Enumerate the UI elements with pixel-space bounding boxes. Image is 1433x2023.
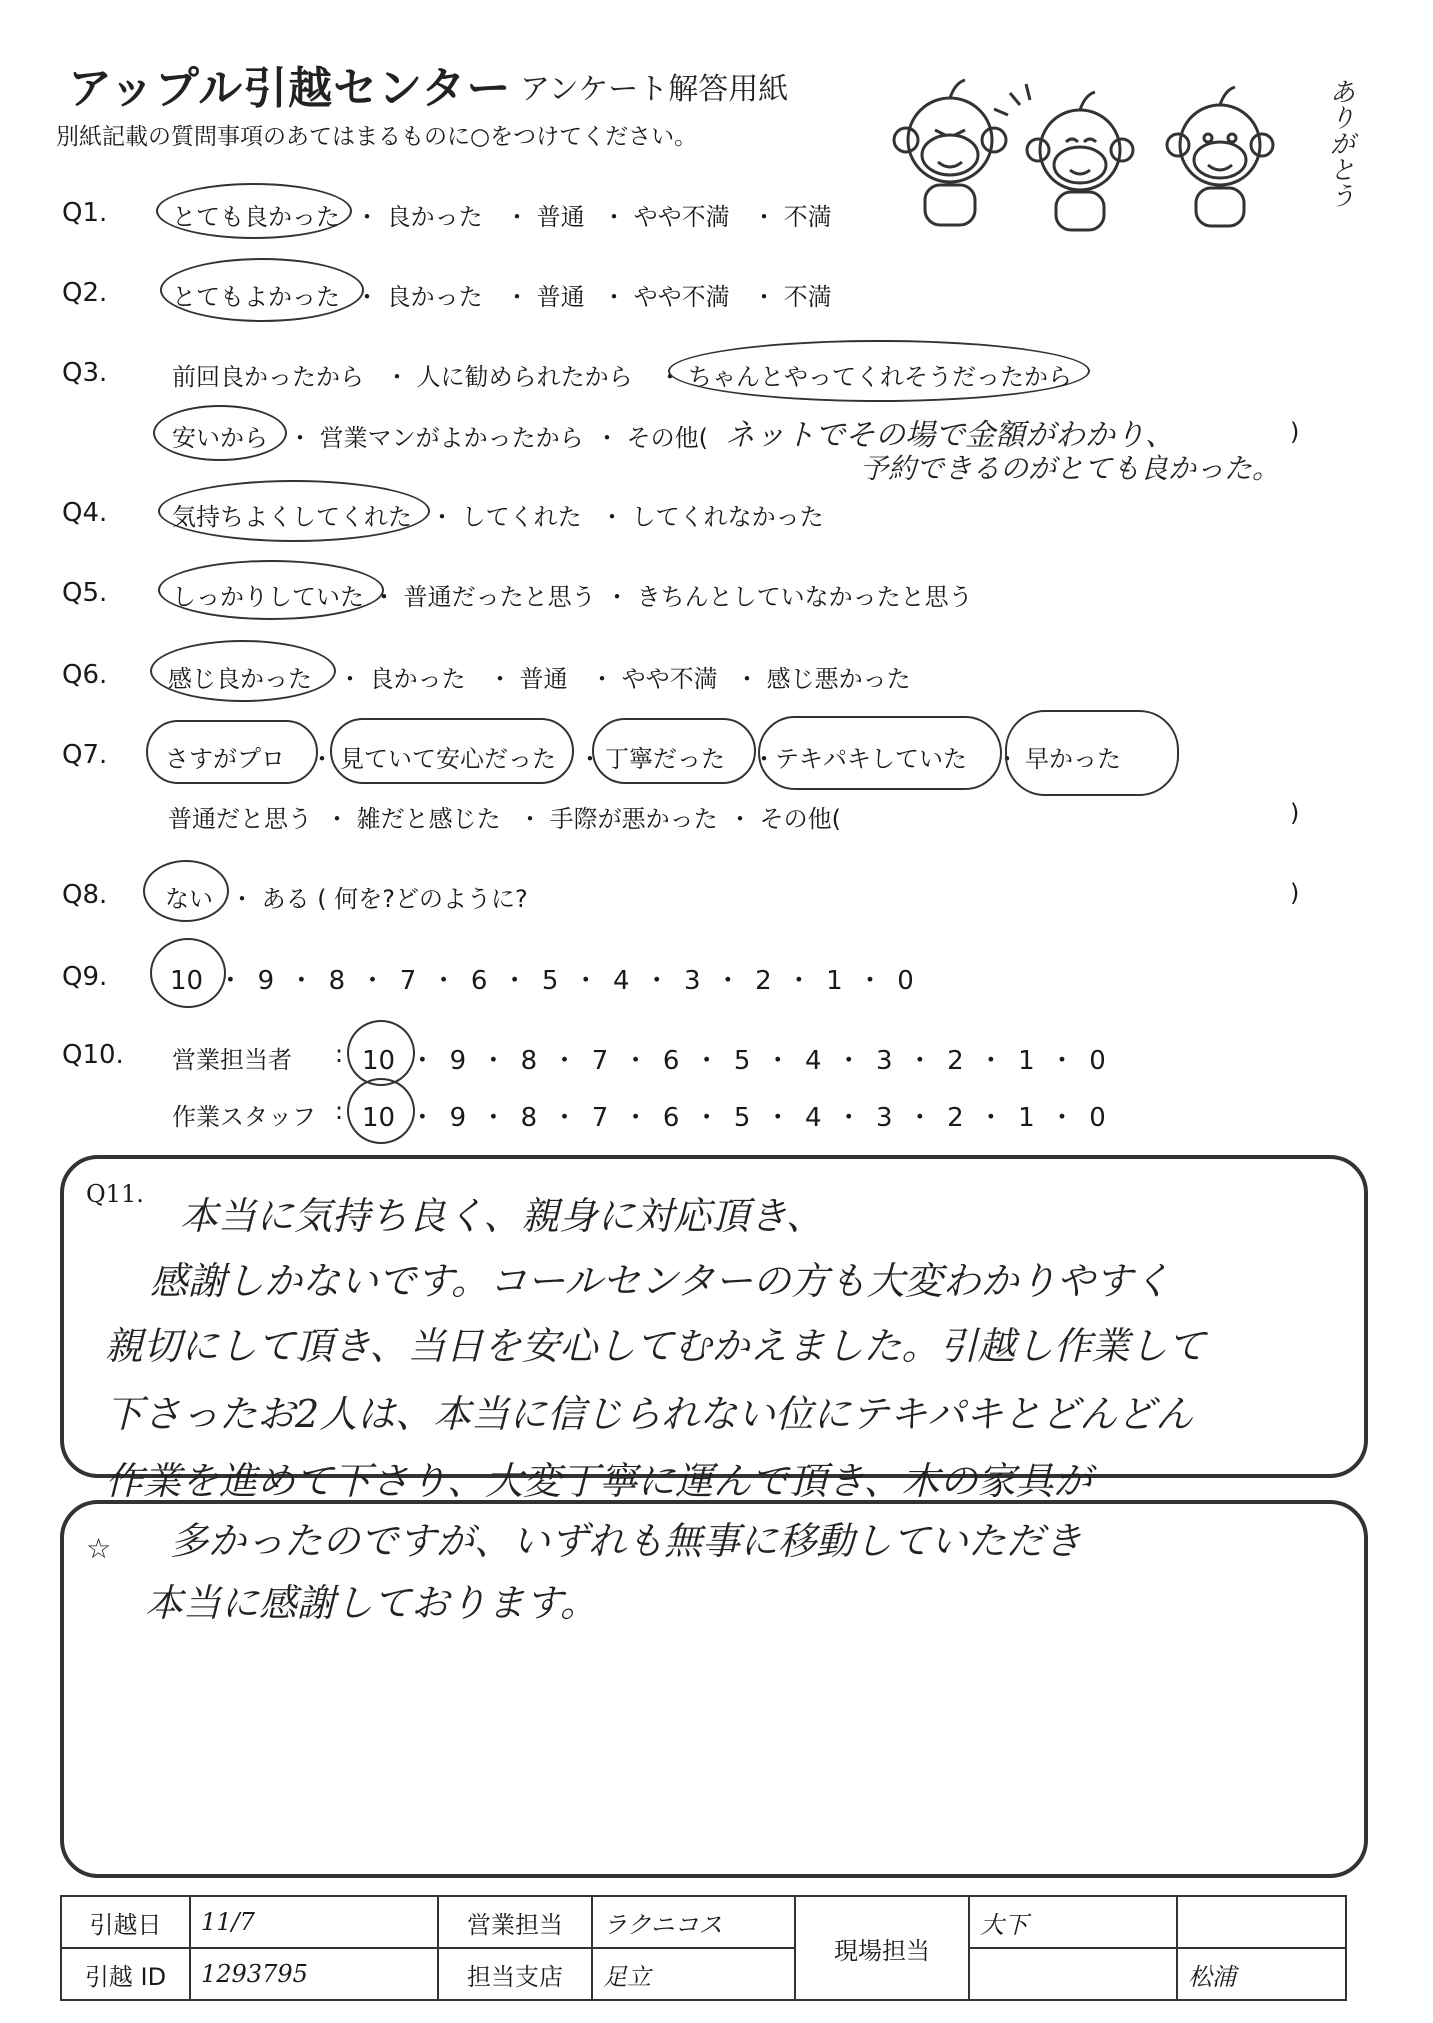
q6-option-4[interactable]: ・ やや不満 (590, 665, 718, 693)
q11-comment-line-6: 多かったのですが、いずれも無事に移動していただき (170, 1519, 1083, 1563)
q3-other-answer-line1: ネットでその場で金額がわかり、 (725, 418, 1175, 453)
q2-option-3[interactable]: ・ 普通 (505, 283, 585, 311)
branch-label: 担当支店 (438, 1948, 592, 2000)
q6-option-1[interactable]: 感じ良かった (168, 665, 312, 693)
q10-label: Q10. (62, 1040, 124, 1070)
monkey-mascot-illustration (880, 70, 1310, 240)
q2-option-5[interactable]: ・ 不満 (752, 283, 832, 311)
form-subtitle: アンケート解答用紙 (520, 72, 789, 107)
site-staff-value-1: 大下 (969, 1896, 1177, 1948)
q1-option-2[interactable]: ・ 良かった (355, 203, 483, 231)
site-staff-value-2: 松浦 (1177, 1948, 1346, 2000)
q11-comment-line-3: 親切にして頂き、当日を安心してむかえました。引越し作業して (105, 1324, 1206, 1368)
q7-other-close-paren: ) (1290, 799, 1300, 827)
q7-option-7[interactable]: ・ 雑だと感じた (325, 805, 501, 833)
q7-sep-1: ・ (310, 745, 334, 773)
move-date-value: 11/7 (190, 1896, 438, 1948)
q3-other-close-paren: ) (1290, 418, 1300, 446)
q5-option-2[interactable]: ・ 普通だったと思う (372, 583, 596, 611)
company-logo-text: アップル引越センター (68, 63, 512, 114)
branch-value: 足立 (592, 1948, 795, 2000)
q1-option-4[interactable]: ・ やや不満 (602, 203, 730, 231)
q10-staff-label: 作業スタッフ (172, 1103, 316, 1131)
q3-label: Q3. (62, 358, 108, 388)
sales-label: 営業担当 (438, 1896, 592, 1948)
q11-comment-line-1: 本当に気持ち良く、親身に対応頂き、 (180, 1194, 824, 1238)
q5-option-1[interactable]: しっかりしていた (172, 583, 364, 611)
move-date-label: 引越日 (61, 1896, 190, 1948)
q1-option-1[interactable]: とても良かった (172, 203, 340, 231)
q7-option-3[interactable]: 丁寧だった (605, 745, 725, 773)
q9-label: Q9. (62, 962, 108, 992)
q8-label: Q8. (62, 880, 108, 910)
q3-option-2[interactable]: ・ 人に勧められたから (385, 363, 633, 391)
q10-sales-colon: : (335, 1040, 344, 1068)
q8-option-1[interactable]: ない (165, 885, 213, 913)
q6-option-2[interactable]: ・ 良かった (338, 665, 466, 693)
q3-option-3[interactable]: ちゃんとやってくれそうだったから (688, 363, 1072, 391)
q11-comment-line-4: 下さったお2人は、本当に信じられない位にテキパキとどんどん (105, 1392, 1194, 1436)
q7-sep-3: ・ (752, 745, 776, 773)
q1-option-5[interactable]: ・ 不満 (752, 203, 832, 231)
q11-comment-line-2: 感謝しかないです。コールセンターの方も大変わかりやすく (150, 1259, 1171, 1303)
q5-option-3[interactable]: ・ きちんとしていなかったと思う (605, 583, 973, 611)
q2-option-2[interactable]: ・ 良かった (355, 283, 483, 311)
q10-sales-scale[interactable]: 10 ・ 9 ・ 8 ・ 7 ・ 6 ・ 5 ・ 4 ・ 3 ・ 2 ・ 1 ・ 0 (362, 1046, 1106, 1076)
q1-option-3[interactable]: ・ 普通 (505, 203, 585, 231)
star-icon: ☆ (86, 1532, 112, 1565)
q4-option-3[interactable]: ・ してくれなかった (600, 503, 824, 531)
q4-label: Q4. (62, 498, 108, 528)
q2-label: Q2. (62, 278, 108, 308)
q11-comment-line-5: 作業を進めて下さり、大変丁寧に運んで頂き、木の家具が (105, 1459, 1092, 1503)
q7-label: Q7. (62, 740, 108, 770)
q3-separator: ・ (658, 363, 682, 391)
q7-option-2[interactable]: 見ていて安心だった (340, 745, 556, 773)
q3-option-4[interactable]: 安いから (172, 424, 268, 452)
q3-option-1[interactable]: 前回良かったから (172, 363, 364, 391)
footer-info-table (60, 1895, 1347, 2001)
q11-comment-line-7: 本当に感謝しております。 (145, 1581, 598, 1625)
q7-sep-4: ・ (995, 745, 1019, 773)
q3-option-5[interactable]: ・ 営業マンがよかったから (288, 424, 584, 452)
q2-option-4[interactable]: ・ やや不満 (602, 283, 730, 311)
q9-scale[interactable]: 10 ・ 9 ・ 8 ・ 7 ・ 6 ・ 5 ・ 4 ・ 3 ・ 2 ・ 1 ・ 0 (170, 966, 914, 996)
q6-option-3[interactable]: ・ 普通 (488, 665, 568, 693)
q8-close-paren: ) (1290, 879, 1300, 907)
move-id-label: 引越 ID (61, 1948, 190, 2000)
q3-option-other[interactable]: ・ その他( (595, 424, 708, 452)
q7-option-6[interactable]: 普通だと思う (168, 805, 312, 833)
q3-other-answer-line2: 予約できるのがとても良かった。 (860, 452, 1281, 485)
thanks-handwritten-text: ありがとう (1325, 78, 1355, 208)
q7-option-8[interactable]: ・ 手際が悪かった (518, 805, 718, 833)
q4-option-2[interactable]: ・ してくれた (430, 503, 582, 531)
site-staff-label: 現場担当 (795, 1896, 969, 2000)
site-staff-empty-cell-2 (969, 1948, 1177, 2000)
q7-sep-2: ・ (578, 745, 602, 773)
site-staff-empty-cell-1 (1177, 1896, 1346, 1948)
q7-option-1[interactable]: さすがプロ (165, 745, 285, 773)
q10-staff-colon: : (335, 1097, 344, 1125)
q6-label: Q6. (62, 660, 108, 690)
sales-value: ラクニコス (592, 1896, 795, 1948)
q7-option-5[interactable]: 早かった (1025, 745, 1121, 773)
q2-option-1[interactable]: とてもよかった (172, 283, 340, 311)
q5-label: Q5. (62, 578, 108, 608)
q11-label: Q11. (86, 1180, 144, 1208)
q8-option-2[interactable]: ・ ある ( 何を?どのように? (230, 885, 528, 913)
q10-sales-label: 営業担当者 (172, 1046, 292, 1074)
q4-option-1[interactable]: 気持ちよくしてくれた (172, 503, 412, 531)
move-id-value: 1293795 (190, 1948, 438, 2000)
q1-label: Q1. (62, 198, 108, 228)
q10-staff-scale[interactable]: 10 ・ 9 ・ 8 ・ 7 ・ 6 ・ 5 ・ 4 ・ 3 ・ 2 ・ 1 ・ 0 (362, 1103, 1106, 1133)
instruction-text: 別紙記載の質問事項のあてはまるものに○をつけてください。 (56, 124, 698, 150)
q7-option-other[interactable]: ・ その他( (728, 805, 841, 833)
q7-option-4[interactable]: テキパキしていた (775, 745, 967, 773)
q6-option-5[interactable]: ・ 感じ悪かった (735, 665, 911, 693)
